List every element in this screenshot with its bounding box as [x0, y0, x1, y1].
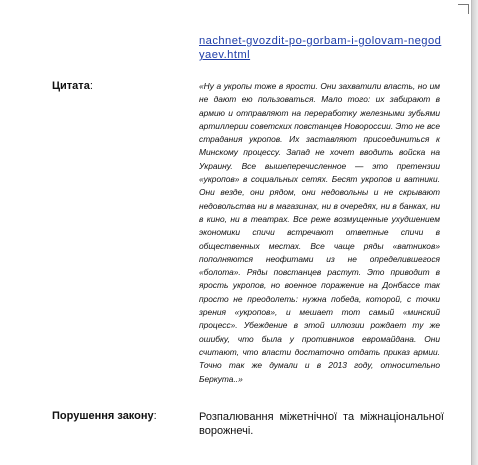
law-violation-text: Розпалювання міжетнічної та міжнаціональної ворожнечі. [199, 411, 444, 437]
law-violation-label [52, 410, 157, 422]
quote-label [52, 80, 93, 92]
law-violation-label-text: Порушення закону [52, 410, 154, 422]
quote-text: «Ну а укропы тоже в ярости. Они захватили власть, но им не дают ею пользоваться. Мало того: их забирают в армию и отправляют на переработку железными зубьями артиллерии советских повстанцев Новороссии. Это не все страдания укропов. Их заставляют присоединиться к Минскому процессу. Запад не хочет вводить войска на Украину. Все вышеперечисленное — это претензии «укропов» в социальных сетях. Бесят укропов и ватники. Они везде, они рядом, они недовольны и не скрывают недовольства ни в магазинах, ни в очередях, ни в банках, ни в кино, ни в театрах. Все реже возмущенные ухудшением экономики спичи встречают ответные спичи в общественных местах. Все чаще ряды «ватников» пополняются неофитами из не определившегося «болота». Ряды повстанцев растут. Это приводит в ярость укропов, но военное поражение на Донбассе так просто не преодолеть: нужна победа, которой, с точки зрения «укропов», и мешает тот самый «минский процесс». Убеждение в этой иллюзии рождает ту же ошибку, что была у противников евромайдана. Они считают, что власти достаточно отдать приказ армии. Точно так же думали и в 2013 году, относительно Беркута..» [199, 81, 440, 384]
law-violation-label-colon: : [153, 410, 157, 422]
article-link[interactable]: nachnet-gvozdit-po-gorbam-i-golovam-negodyaev.html [199, 35, 442, 61]
page-shadow [472, 0, 478, 465]
quote-label-colon: : [89, 80, 93, 92]
quote-label-text: Цитата [52, 80, 90, 92]
